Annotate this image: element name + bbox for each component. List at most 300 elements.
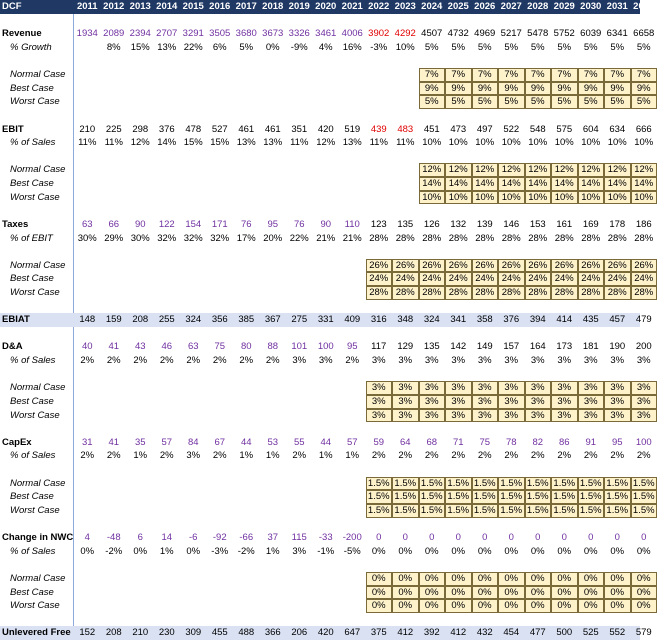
row-label: Worst Case [10, 409, 60, 423]
assumption-input-cell[interactable]: 3% [551, 395, 578, 409]
assumption-input-cell[interactable]: 1.5% [551, 504, 578, 518]
value-cell: 10% [392, 41, 419, 55]
value-cell [74, 41, 101, 55]
value-cell: 28% [578, 232, 605, 246]
assumption-input-cell[interactable]: 9% [419, 82, 446, 96]
assumption-input-cell[interactable]: 1.5% [578, 504, 605, 518]
assumption-input-cell[interactable]: 14% [472, 177, 499, 191]
assumption-input-cell[interactable]: 0% [472, 572, 499, 586]
assumption-input-cell[interactable]: 12% [419, 163, 446, 177]
value-cell: 171 [207, 218, 234, 232]
row-label: EBIAT [2, 313, 30, 327]
value-cell: 483 [392, 123, 419, 137]
value-cell: 41 [101, 340, 128, 354]
assumption-input-cell[interactable]: 24% [631, 272, 657, 286]
assumption-input-cell[interactable]: 3% [631, 381, 657, 395]
value-cell: 178 [604, 218, 631, 232]
row-normal-case [0, 68, 640, 82]
assumption-input-cell[interactable]: 0% [631, 599, 657, 613]
value-cell: 2% [74, 449, 101, 463]
assumption-input-cell[interactable]: 24% [525, 272, 552, 286]
assumption-input-cell[interactable]: 3% [578, 409, 605, 423]
assumption-input-cell[interactable]: 26% [578, 259, 605, 273]
value-cell: 164 [525, 340, 552, 354]
assumption-input-cell[interactable]: 9% [498, 82, 525, 96]
assumption-input-cell[interactable]: 1.5% [445, 490, 472, 504]
assumption-input-cell[interactable]: 3% [498, 409, 525, 423]
value-cell: 0 [419, 531, 446, 545]
assumption-input-cell[interactable]: 14% [525, 177, 552, 191]
assumption-input-cell[interactable]: 1.5% [525, 490, 552, 504]
assumption-input-cell[interactable]: 0% [604, 572, 631, 586]
assumption-input-cell[interactable]: 24% [578, 272, 605, 286]
assumption-input-cell[interactable]: 9% [578, 82, 605, 96]
assumption-input-cell[interactable]: 0% [525, 572, 552, 586]
assumption-input-cell[interactable]: 24% [551, 272, 578, 286]
value-cell: 100 [313, 340, 340, 354]
value-cell: 6039 [578, 27, 605, 41]
assumption-input-cell[interactable]: 26% [445, 259, 472, 273]
row-label: Worst Case [10, 191, 60, 205]
assumption-input-cell[interactable]: 0% [498, 599, 525, 613]
row-worst-case [0, 286, 640, 300]
value-cell: 2% [392, 449, 419, 463]
row-label: Normal Case [10, 68, 65, 82]
value-cell: 100 [631, 436, 657, 450]
assumption-input-cell[interactable]: 1.5% [392, 504, 419, 518]
assumption-input-cell[interactable]: 3% [472, 409, 499, 423]
assumption-input-cell[interactable]: 24% [445, 272, 472, 286]
value-cell: 210 [127, 626, 154, 640]
assumption-input-cell[interactable]: 10% [578, 191, 605, 205]
assumption-input-cell[interactable]: 0% [578, 599, 605, 613]
value-cell: 149 [472, 340, 499, 354]
assumption-input-cell[interactable]: 1.5% [551, 490, 578, 504]
assumption-input-cell[interactable]: 10% [525, 191, 552, 205]
assumption-input-cell[interactable]: 3% [392, 395, 419, 409]
assumption-input-cell[interactable]: 7% [578, 68, 605, 82]
assumption-input-cell[interactable]: 0% [498, 586, 525, 600]
value-cell: 129 [392, 340, 419, 354]
row-label: Normal Case [10, 381, 65, 395]
value-cell: 2089 [101, 27, 128, 41]
year-header-cell: 2016 [207, 0, 234, 14]
assumption-input-cell[interactable]: 14% [498, 177, 525, 191]
assumption-input-cell[interactable]: 1.5% [498, 504, 525, 518]
row-label: Normal Case [10, 163, 65, 177]
value-cell: 11% [101, 136, 128, 150]
assumption-input-cell[interactable]: 26% [551, 259, 578, 273]
value-cell: 2% [445, 449, 472, 463]
assumption-input-cell[interactable]: 0% [525, 599, 552, 613]
value-cell: 420 [313, 123, 340, 137]
assumption-input-cell[interactable]: 0% [498, 572, 525, 586]
value-cell: 11% [286, 136, 313, 150]
assumption-input-cell[interactable]: 1.5% [498, 490, 525, 504]
assumption-input-cell[interactable]: 5% [498, 95, 525, 109]
row-normal-case [0, 381, 640, 395]
value-cell: 91 [578, 436, 605, 450]
value-cell: 28% [366, 232, 393, 246]
value-cell: 6% [207, 41, 234, 55]
assumption-input-cell[interactable]: 14% [604, 177, 631, 191]
assumption-input-cell[interactable]: 26% [419, 259, 446, 273]
assumption-input-cell[interactable]: 28% [578, 286, 605, 300]
row-label: Best Case [10, 177, 54, 191]
assumption-input-cell[interactable]: 28% [604, 286, 631, 300]
assumption-input-cell[interactable]: 3% [419, 409, 446, 423]
assumption-input-cell[interactable]: 26% [631, 259, 657, 273]
year-header-cell: 2021 [339, 0, 366, 14]
value-cell: 30% [74, 232, 101, 246]
assumption-input-cell[interactable]: 26% [472, 259, 499, 273]
assumption-input-cell[interactable]: 7% [631, 68, 657, 82]
value-cell: 2% [207, 449, 234, 463]
value-cell: 439 [366, 123, 393, 137]
value-cell: 2% [631, 449, 657, 463]
value-cell: 455 [207, 626, 234, 640]
assumption-input-cell[interactable]: 24% [604, 272, 631, 286]
value-cell: 2% [101, 354, 128, 368]
row-label: Best Case [10, 272, 54, 286]
value-cell: 10% [551, 136, 578, 150]
assumption-input-cell[interactable]: 7% [445, 68, 472, 82]
assumption-input-cell[interactable]: 10% [445, 191, 472, 205]
assumption-input-cell[interactable]: 1.5% [366, 490, 393, 504]
value-cell: 3% [604, 354, 631, 368]
value-cell: 473 [445, 123, 472, 137]
value-cell: 11% [366, 136, 393, 150]
assumption-input-cell[interactable]: 1.5% [631, 490, 657, 504]
value-cell: -3% [207, 545, 234, 559]
assumption-input-cell[interactable]: 14% [419, 177, 446, 191]
value-cell: 5478 [525, 27, 552, 41]
assumption-input-cell[interactable]: 26% [498, 259, 525, 273]
assumption-input-cell[interactable]: 3% [631, 409, 657, 423]
value-cell: 4507 [419, 27, 446, 41]
value-cell: 169 [578, 218, 605, 232]
assumption-input-cell[interactable]: 14% [445, 177, 472, 191]
assumption-input-cell[interactable]: 3% [525, 395, 552, 409]
assumption-input-cell[interactable]: 3% [366, 381, 393, 395]
value-cell: 28% [392, 232, 419, 246]
assumption-input-cell[interactable]: 9% [604, 82, 631, 96]
assumption-input-cell[interactable]: 3% [366, 395, 393, 409]
row-label: % of Sales [10, 545, 55, 559]
assumption-input-cell[interactable]: 1.5% [419, 490, 446, 504]
row-label: Revenue [2, 27, 42, 41]
assumption-input-cell[interactable]: 10% [419, 191, 446, 205]
assumption-input-cell[interactable]: 1.5% [498, 477, 525, 491]
assumption-input-cell[interactable]: 1.5% [578, 490, 605, 504]
assumption-input-cell[interactable]: 3% [551, 409, 578, 423]
assumption-input-cell[interactable]: 3% [472, 395, 499, 409]
assumption-input-cell[interactable]: 3% [366, 409, 393, 423]
assumption-input-cell[interactable]: 3% [419, 381, 446, 395]
assumption-input-cell[interactable]: 5% [525, 95, 552, 109]
assumption-input-cell[interactable]: 1.5% [631, 504, 657, 518]
assumption-input-cell[interactable]: 28% [445, 286, 472, 300]
assumption-input-cell[interactable]: 0% [551, 599, 578, 613]
assumption-input-cell[interactable]: 0% [392, 599, 419, 613]
assumption-input-cell[interactable]: 5% [551, 95, 578, 109]
assumption-input-cell[interactable]: 3% [445, 395, 472, 409]
assumption-input-cell[interactable]: 28% [525, 286, 552, 300]
assumption-input-cell[interactable]: 3% [498, 395, 525, 409]
value-cell: 28% [525, 232, 552, 246]
assumption-input-cell[interactable]: 0% [445, 572, 472, 586]
assumption-input-cell[interactable]: 0% [419, 599, 446, 613]
value-cell: 2% [366, 449, 393, 463]
assumption-input-cell[interactable]: 28% [472, 286, 499, 300]
assumption-input-cell[interactable]: 0% [631, 572, 657, 586]
assumption-input-cell[interactable]: 3% [445, 381, 472, 395]
row-best-case [0, 586, 640, 600]
blank-row [0, 300, 640, 314]
assumption-input-cell[interactable]: 0% [472, 586, 499, 600]
assumption-input-cell[interactable]: 0% [578, 572, 605, 586]
assumption-input-cell[interactable]: 0% [366, 572, 393, 586]
value-cell: 367 [260, 313, 287, 327]
assumption-input-cell[interactable]: 28% [366, 286, 393, 300]
assumption-input-cell[interactable]: 0% [366, 586, 393, 600]
assumption-input-cell[interactable]: 5% [604, 95, 631, 109]
assumption-input-cell[interactable]: 0% [551, 572, 578, 586]
assumption-input-cell[interactable]: 9% [525, 82, 552, 96]
assumption-input-cell[interactable]: 24% [366, 272, 393, 286]
assumption-input-cell[interactable]: 1.5% [366, 504, 393, 518]
assumption-input-cell[interactable]: 1.5% [392, 490, 419, 504]
assumption-input-cell[interactable]: 28% [498, 286, 525, 300]
row-d-a [0, 340, 640, 354]
value-cell: 225 [101, 123, 128, 137]
assumption-input-cell[interactable]: 3% [578, 381, 605, 395]
value-cell: 2% [154, 449, 181, 463]
assumption-input-cell[interactable]: 0% [392, 572, 419, 586]
assumption-input-cell[interactable]: 7% [472, 68, 499, 82]
assumption-input-cell[interactable]: 0% [525, 586, 552, 600]
assumption-input-cell[interactable]: 9% [445, 82, 472, 96]
value-cell: 522 [498, 123, 525, 137]
value-cell: 376 [498, 313, 525, 327]
assumption-input-cell[interactable]: 0% [445, 586, 472, 600]
assumption-input-cell[interactable]: 3% [392, 381, 419, 395]
row-normal-case [0, 477, 640, 491]
assumption-input-cell[interactable]: 10% [472, 191, 499, 205]
assumption-input-cell[interactable]: 1.5% [525, 504, 552, 518]
value-cell: 275 [286, 313, 313, 327]
assumption-input-cell[interactable]: 1.5% [525, 477, 552, 491]
assumption-input-cell[interactable]: 24% [392, 272, 419, 286]
value-cell: 95 [339, 340, 366, 354]
value-cell: 2% [180, 354, 207, 368]
assumption-input-cell[interactable]: 3% [604, 409, 631, 423]
value-cell: 64 [392, 436, 419, 450]
value-cell: 28% [472, 232, 499, 246]
assumption-input-cell[interactable]: 9% [631, 82, 657, 96]
assumption-input-cell[interactable]: 1.5% [604, 504, 631, 518]
assumption-input-cell[interactable]: 3% [472, 381, 499, 395]
assumption-input-cell[interactable]: 0% [445, 599, 472, 613]
assumption-input-cell[interactable]: 24% [419, 272, 446, 286]
assumption-input-cell[interactable]: 12% [631, 163, 657, 177]
assumption-input-cell[interactable]: 28% [392, 286, 419, 300]
assumption-input-cell[interactable]: 1.5% [551, 477, 578, 491]
assumption-input-cell[interactable]: 0% [419, 586, 446, 600]
assumption-input-cell[interactable]: 1.5% [445, 504, 472, 518]
assumption-input-cell[interactable]: 12% [472, 163, 499, 177]
assumption-input-cell[interactable]: 0% [604, 599, 631, 613]
row-label: Worst Case [10, 286, 60, 300]
value-cell: 3% [286, 545, 313, 559]
assumption-input-cell[interactable]: 5% [419, 95, 446, 109]
value-cell: 13% [233, 136, 260, 150]
assumption-input-cell[interactable]: 26% [392, 259, 419, 273]
value-cell: 10% [525, 136, 552, 150]
assumption-input-cell[interactable]: 1.5% [445, 477, 472, 491]
value-cell: 500 [551, 626, 578, 640]
assumption-input-cell[interactable]: 12% [445, 163, 472, 177]
assumption-input-cell[interactable]: 10% [631, 191, 657, 205]
assumption-input-cell[interactable]: 3% [551, 381, 578, 395]
assumption-input-cell[interactable]: 3% [578, 395, 605, 409]
assumption-input-cell[interactable]: 0% [631, 586, 657, 600]
assumption-input-cell[interactable]: 1.5% [604, 490, 631, 504]
assumption-input-cell[interactable]: 0% [578, 586, 605, 600]
assumption-input-cell[interactable]: 12% [578, 163, 605, 177]
value-cell: 4732 [445, 27, 472, 41]
assumption-input-cell[interactable]: 7% [604, 68, 631, 82]
value-cell: 3% [498, 354, 525, 368]
assumption-input-cell[interactable]: 26% [604, 259, 631, 273]
value-cell: 0 [445, 531, 472, 545]
value-cell: 3326 [286, 27, 313, 41]
assumption-input-cell[interactable]: 1.5% [392, 477, 419, 491]
assumption-input-cell[interactable]: 7% [525, 68, 552, 82]
assumption-input-cell[interactable]: 5% [472, 95, 499, 109]
assumption-input-cell[interactable]: 14% [578, 177, 605, 191]
assumption-input-cell[interactable]: 5% [445, 95, 472, 109]
assumption-input-cell[interactable]: 0% [366, 599, 393, 613]
assumption-input-cell[interactable]: 3% [419, 395, 446, 409]
assumption-input-cell[interactable]: 7% [498, 68, 525, 82]
blank-row [0, 14, 640, 28]
assumption-input-cell[interactable]: 3% [445, 409, 472, 423]
year-header-cell: 2031 [604, 0, 631, 14]
assumption-input-cell[interactable]: 5% [578, 95, 605, 109]
assumption-input-cell[interactable]: 3% [631, 395, 657, 409]
assumption-input-cell[interactable]: 3% [604, 395, 631, 409]
assumption-input-cell[interactable]: 3% [604, 381, 631, 395]
assumption-input-cell[interactable]: 1.5% [631, 477, 657, 491]
assumption-input-cell[interactable]: 14% [551, 177, 578, 191]
value-cell: 1934 [74, 27, 101, 41]
assumption-input-cell[interactable]: 5% [631, 95, 657, 109]
assumption-input-cell[interactable]: 3% [525, 409, 552, 423]
assumption-input-cell[interactable]: 1.5% [419, 477, 446, 491]
assumption-input-cell[interactable]: 24% [498, 272, 525, 286]
value-cell: 76 [233, 218, 260, 232]
year-header-cell: 2014 [154, 0, 181, 14]
assumption-input-cell[interactable]: 26% [366, 259, 393, 273]
value-cell: 44 [313, 436, 340, 450]
row-label: Taxes [2, 218, 28, 232]
assumption-input-cell[interactable]: 7% [419, 68, 446, 82]
value-cell: 86 [551, 436, 578, 450]
assumption-input-cell[interactable]: 0% [419, 572, 446, 586]
assumption-input-cell[interactable]: 3% [525, 381, 552, 395]
value-cell: 298 [127, 123, 154, 137]
assumption-input-cell[interactable]: 3% [392, 409, 419, 423]
assumption-input-cell[interactable]: 28% [551, 286, 578, 300]
value-cell: 5% [525, 41, 552, 55]
value-cell: 375 [366, 626, 393, 640]
value-cell: -9% [286, 41, 313, 55]
assumption-input-cell[interactable]: 12% [551, 163, 578, 177]
row-label: % of EBIT [10, 232, 53, 246]
assumption-input-cell[interactable]: 1.5% [578, 477, 605, 491]
year-header-cell: 2029 [551, 0, 578, 14]
assumption-input-cell[interactable]: 1.5% [472, 477, 499, 491]
value-cell: 1% [233, 449, 260, 463]
value-cell: 10% [578, 136, 605, 150]
value-cell: 230 [154, 626, 181, 640]
assumption-input-cell[interactable]: 9% [472, 82, 499, 96]
row-label: EBIT [2, 123, 24, 137]
value-cell: 414 [551, 313, 578, 327]
assumption-input-cell[interactable]: 1.5% [604, 477, 631, 491]
assumption-input-cell[interactable]: 28% [419, 286, 446, 300]
assumption-input-cell[interactable]: 7% [551, 68, 578, 82]
assumption-input-cell[interactable]: 12% [525, 163, 552, 177]
assumption-input-cell[interactable]: 3% [498, 381, 525, 395]
value-cell: -33 [313, 531, 340, 545]
assumption-input-cell[interactable]: 1.5% [472, 504, 499, 518]
value-cell: 2% [604, 449, 631, 463]
assumption-input-cell[interactable]: 1.5% [366, 477, 393, 491]
assumption-input-cell[interactable]: 0% [551, 586, 578, 600]
value-cell: 95 [260, 218, 287, 232]
assumption-input-cell[interactable]: 10% [551, 191, 578, 205]
assumption-input-cell[interactable]: 0% [604, 586, 631, 600]
assumption-input-cell[interactable]: 1.5% [419, 504, 446, 518]
row-best-case [0, 272, 640, 286]
value-cell: 0 [604, 531, 631, 545]
assumption-input-cell[interactable]: 10% [498, 191, 525, 205]
assumption-input-cell[interactable]: 9% [551, 82, 578, 96]
row-label: % Growth [10, 41, 52, 55]
value-cell: 341 [445, 313, 472, 327]
assumption-input-cell[interactable]: 1.5% [472, 490, 499, 504]
value-cell: 15% [180, 136, 207, 150]
assumption-input-cell[interactable]: 12% [498, 163, 525, 177]
value-cell: 2% [551, 449, 578, 463]
year-header-cell: 2023 [392, 0, 419, 14]
row-label: Best Case [10, 395, 54, 409]
value-cell: 75 [207, 340, 234, 354]
assumption-input-cell[interactable]: 24% [472, 272, 499, 286]
assumption-input-cell[interactable]: 0% [392, 586, 419, 600]
value-cell: -2% [233, 545, 260, 559]
assumption-input-cell[interactable]: 10% [604, 191, 631, 205]
assumption-input-cell[interactable]: 28% [631, 286, 657, 300]
value-cell: 126 [419, 218, 446, 232]
assumption-input-cell[interactable]: 14% [631, 177, 657, 191]
assumption-input-cell[interactable]: 0% [472, 599, 499, 613]
assumption-input-cell[interactable]: 12% [604, 163, 631, 177]
assumption-input-cell[interactable]: 26% [525, 259, 552, 273]
row-unlevered-free [0, 626, 640, 640]
